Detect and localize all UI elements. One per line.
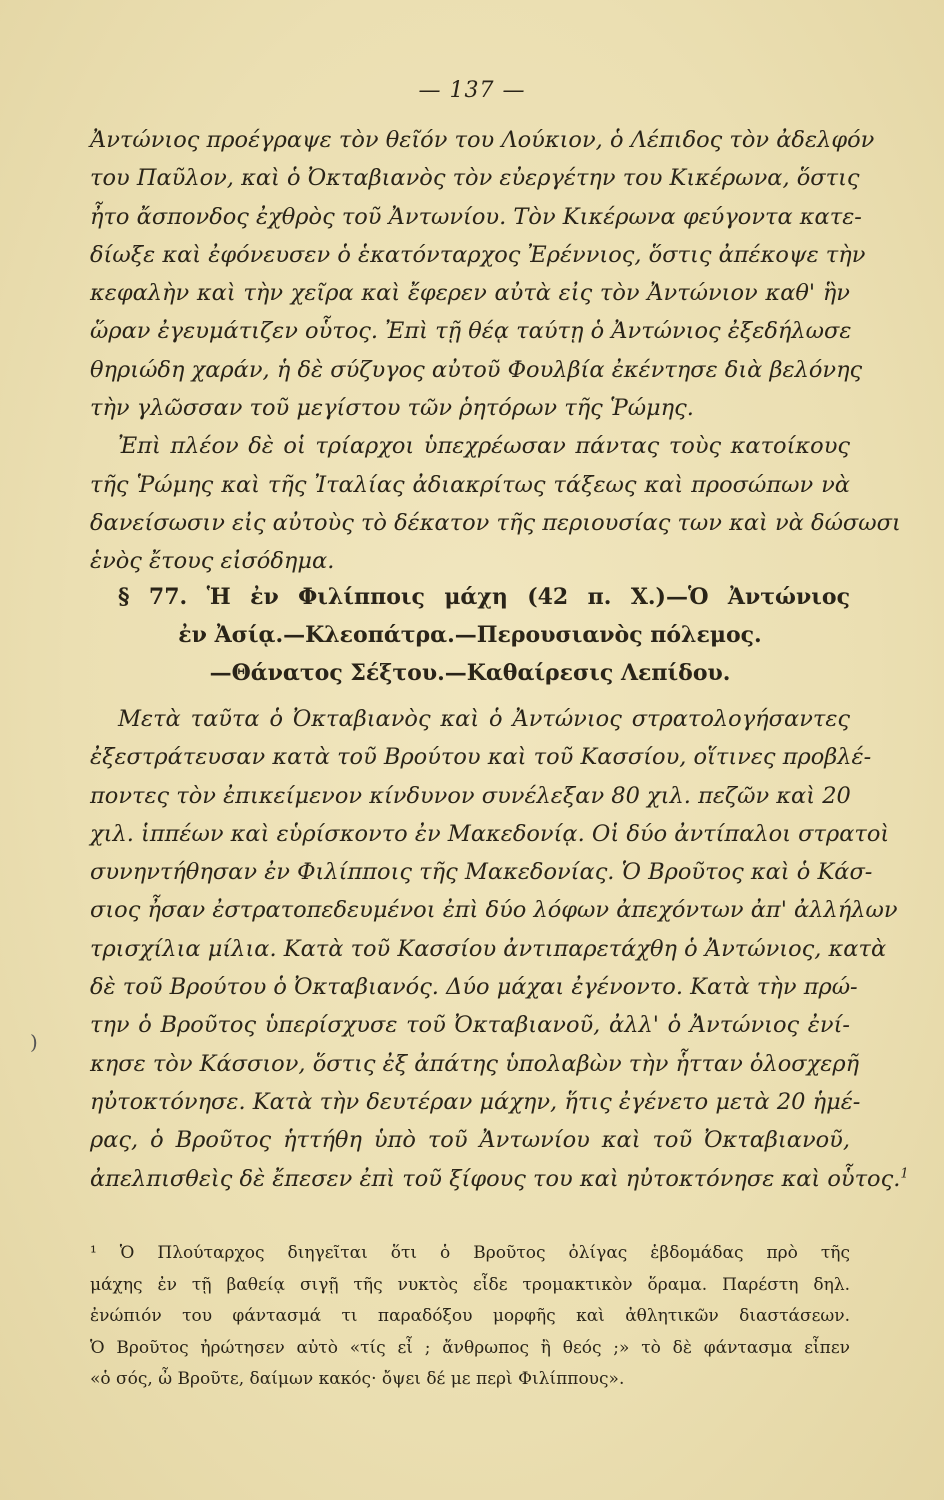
paragraph-proscriptions: [90, 121, 901, 581]
text-line: τρισχίλια μίλια. Κατὰ τοῦ Κασσίου ἀντιπαρετάχθη ὁ Ἀντώνιος, κατὰ: [90, 935, 887, 962]
margin-mark: ): [30, 1030, 38, 1054]
text-line: ηὐτοκτόνησε. Κατὰ τὴν δευτέραν μάχην, ἥτις ἐγένετο μετὰ 20 ἡμέ-: [90, 1088, 861, 1115]
text-line: κησε τὸν Κάσσιον, ὅστις ἐξ ἀπάτης ὑπολαβὼν τὴν ἧτταν ὁλοσχερῆ: [90, 1050, 860, 1077]
text-line: ἦτο ἄσπονδος ἐχθρὸς τοῦ Ἀντωνίου. Τὸν Κικέρωνα φεύγοντα κατε-: [90, 203, 862, 230]
text-line: δανείσωσιν εἰς αὐτοὺς τὸ δέκατον τῆς περιουσίας των καὶ νὰ δώσωσι: [90, 509, 901, 536]
text-line: ὥραν ἐγευμάτιζεν οὗτος. Ἐπὶ τῇ θέᾳ ταύτῃ ὁ Ἀντώνιος ἐξεδήλωσε: [90, 318, 852, 345]
text-line: δίωξε καὶ ἐφόνευσεν ὁ ἑκατόνταρχος Ἐρέννιος, ὅστις ἀπέκοψε τὴν: [90, 241, 866, 268]
heading-title: Ἡ ἐν Φιλίπποις μάχη (42 π. Χ.)—Ὁ Ἀντώνιος: [206, 584, 850, 610]
text-line: του Παῦλον, καὶ ὁ Ὀκταβιανὸς τὸν εὐεργέτην του Κικέρωνα, ὅστις: [90, 165, 860, 192]
text-line: [90, 1160, 909, 1198]
text-line: σιος ἦσαν ἐστρατοπεδευμένοι ἐπὶ δύο λόφων ἀπεχόντων ἀπ' ἀλλήλων: [90, 897, 898, 924]
section-number: § 77.: [118, 584, 188, 610]
footnote-marker: 1: [900, 1166, 909, 1182]
text-line: την ὁ Βροῦτος ὑπερίσχυσε τοῦ Ὀκταβιανοῦ, ἀλλ' ὁ Ἀντώνιος ἐνί-: [90, 1012, 850, 1039]
footnote-line: ἐνώπιόν του φάντασμά τι παραδόξου μορφῆς καὶ ἀθλητικῶν διαστάσεων.: [90, 1306, 850, 1326]
footnote-line: ¹ Ὁ Πλούταρχος διηγεῖται ὅτι ὁ Βροῦτος ὀλίγας ἑβδομάδας πρὸ τῆς: [90, 1243, 850, 1263]
text-line: τὴν γλῶσσαν τοῦ μεγίστου τῶν ῥητόρων τῆς Ῥώμης.: [90, 395, 694, 422]
text-line: ἑνὸς ἔτους εἰσόδημα.: [90, 548, 335, 575]
text-line: συνηντήθησαν ἐν Φιλίπποις τῆς Μακεδονίας. Ὁ Βροῦτος καὶ ὁ Κάσ-: [90, 859, 873, 886]
heading-line: —Θάνατος Σέξτου.—Καθαίρεσις Λεπίδου.: [209, 660, 731, 686]
text-line: Μετὰ ταῦτα ὁ Ὀκταβιανὸς καὶ ὁ Ἀντώνιος στρατολογήσαντες: [118, 706, 850, 732]
text-line: χιλ. ἱππέων καὶ εὑρίσκοντο ἐν Μακεδονίᾳ. Οἱ δύο ἀντίπαλοι στρατοὶ: [90, 820, 890, 847]
footnote-line: μάχης ἐν τῇ βαθείᾳ σιγῇ τῆς νυκτὸς εἶδε τρομακτικὸν ὅραμα. Παρέστη δηλ.: [90, 1274, 850, 1295]
text-line: κεφαλὴν καὶ τὴν χεῖρα καὶ ἔφερεν αὐτὰ εἰς τὸν Ἀντώνιον καθ' ἣν: [90, 280, 850, 307]
heading-line: [90, 578, 850, 616]
text-line: ποντες τὸν ἐπικείμενον κίνδυνον συνέλεξαν 80 χιλ. πεζῶν καὶ 20: [90, 782, 851, 809]
text-line: τῆς Ῥώμης καὶ τῆς Ἰταλίας ἀδιακρίτως τάξεως καὶ προσώπων νὰ: [90, 471, 850, 498]
text-line-content: ἀπελπισθεὶς δὲ ἔπεσεν ἐπὶ τοῦ ξίφους του καὶ ηὐτοκτόνησε καὶ οὗτος.: [90, 1165, 901, 1192]
footnote-line: Ὁ Βροῦτος ἠρώτησεν αὐτὸ «τίς εἶ ; ἄνθρωπος ἢ θεός ;» τὸ δὲ φάντασμα εἶπεν: [90, 1337, 850, 1358]
text-line: ρας, ὁ Βροῦτος ἡττήθη ὑπὸ τοῦ Ἀντωνίου καὶ τοῦ Ὀκταβιανοῦ,: [90, 1127, 850, 1154]
heading-line: ἐν Ἀσίᾳ.—Κλεοπάτρα.—Περουσιανὸς πόλεμος.: [178, 622, 762, 648]
text-line: ἐξεστράτευσαν κατὰ τοῦ Βρούτου καὶ τοῦ Κασσίου, οἵτινες προβλέ-: [90, 744, 872, 771]
text-line: Ἐπὶ πλέον δὲ οἱ τρίαρχοι ὑπεχρέωσαν πάντας τοὺς κατοίκους: [118, 433, 850, 460]
text-line: θηριώδη χαράν, ἡ δὲ σύζυγος αὐτοῦ Φουλβία ἐκέντησε διὰ βελόνης: [90, 356, 863, 383]
section-heading: [90, 578, 850, 692]
footnote-line: «ὁ σός, ὦ Βροῦτε, δαίμων κακός· ὄψει δέ με περὶ Φιλίππους».: [90, 1369, 625, 1389]
page-number: — 137 —: [418, 78, 526, 103]
footnote: [90, 1238, 850, 1396]
text-line: δὲ τοῦ Βρούτου ὁ Ὀκταβιανός. Δύο μάχαι ἐγένοντο. Κατὰ τὴν πρώ-: [90, 974, 858, 1001]
text-line: Ἀντώνιος προέγραψε τὸν θεῖόν του Λούκιον, ὁ Λέπιδος τὸν ἀδελφόν: [90, 127, 875, 153]
paragraph-philippi: [90, 700, 909, 1198]
